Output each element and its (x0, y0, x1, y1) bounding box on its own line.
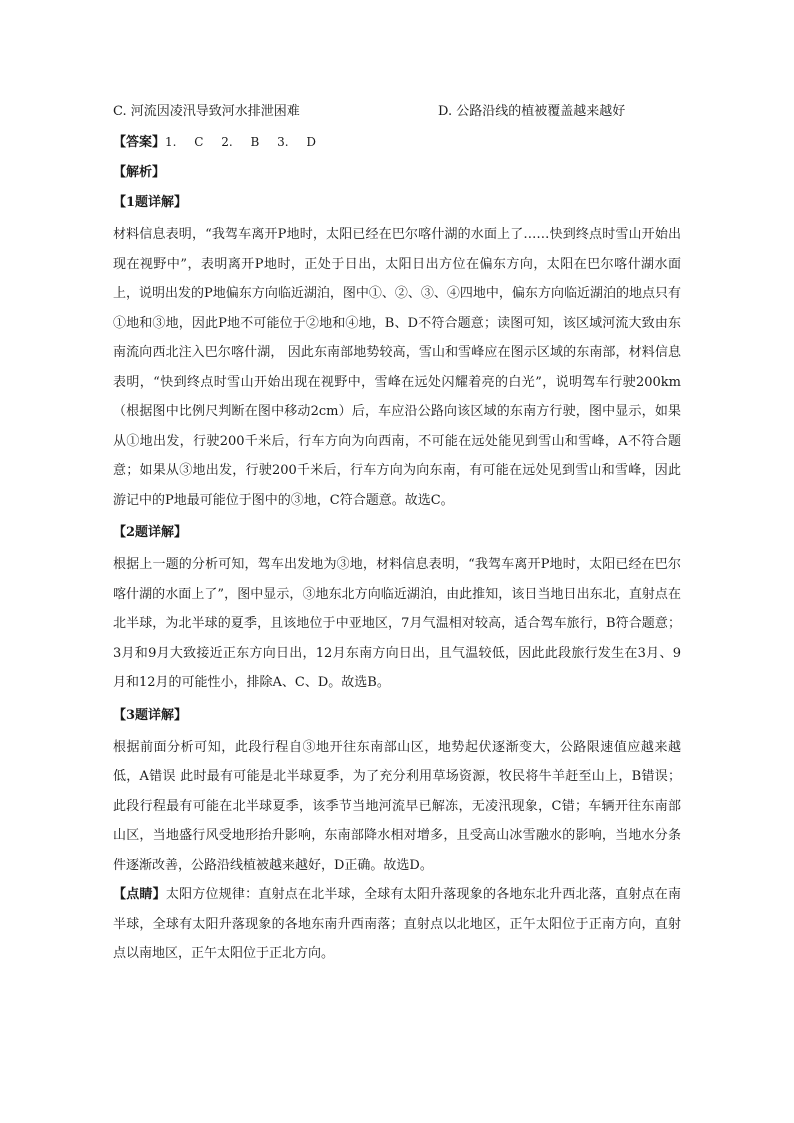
answer-explanation (113, 100, 681, 969)
answer-line (113, 130, 681, 155)
choice-options (113, 100, 681, 124)
option-d: D. 公路沿线的植被覆盖越来越好 (438, 104, 626, 119)
option-c: C. 河流因凌汛导致河水排泄困难 (113, 104, 300, 119)
q2-heading: 【2题详解】 (113, 525, 188, 540)
answer-values: 1. C 2. B 3. D (165, 135, 317, 149)
q1-explanation: 材料信息表明，“我驾车离开P地时，太阳已经在巴尔喀什湖的水面上了……快到终点时雪山开始出现在视野中”，表明离开P地时，正处于日出，太阳日出方位在偏东方向，太阳在巴尔喀什湖水面上，说明出发的P地偏东方向临近湖泊，图中①、②、③、④四地中，偏东方向临近湖泊的地点只有①地和③地，因此P地不可能位于②地和④地，B、D不符合题意；读图可知，该区域河流大致由东南流向西北注入巴尔喀什湖， 因此东南部地势较高，雪山和雪峰应在图示区域的东南部，材料信息表明，“快到终点时雪山开始出现在视野中，雪峰在远处闪耀着亮的白光”，说明驾车行驶200km（根据图中比例尺判断在图中移动2cm）后，车应沿公路向该区域的东南方行驶，图中显示，如果从①地出发，行驶200千米后，行车方向为向西南，不可能在远处能见到雪山和雪峰，A不符合题意；如果从③地出发，行驶200千米后，行车方向为向东南，有可能在远处见到雪山和雪峰，因此游记中的P地最可能位于图中的③地，C符合题意。故选C。 (113, 227, 681, 508)
q1-heading: 【1题详解】 (113, 195, 188, 210)
q3-heading: 【3题详解】 (113, 707, 188, 723)
q3-explanation: 根据前面分析可知，此段行程自③地开往东南部山区，地势起伏逐渐变大，公路限速值应越来越低，A错误 此时最有可能是北半球夏季，为了充分利用草场资源，牧民将牛羊赶至山上，B错误；此段行程最有可能在北半球夏季，该季节当地河流早已解冻，无凌汛现象，C错；车辆开往东南部山区，当地盛行风受地形抬升影响，东南部降水相对增多，且受高山冰雪融水的影响，当地水分条件逐渐改善，公路沿线植被越来越好，D正确。故选D。 (113, 739, 681, 873)
tip-label: 【点睛】 (113, 887, 166, 902)
tip-paragraph (113, 880, 681, 969)
tip-text: 太阳方位规律：直射点在北半球，全球有太阳升落现象的各地东北升西北落，直射点在南半球，全球有太阳升落现象的各地东南升西南落；直射点以北地区，正午太阳位于正南方向，直射点以南地区，正午太阳位于正北方向。 (113, 887, 681, 961)
analysis-label: 【解析】 (113, 165, 166, 180)
answer-label: 【答案】 (113, 135, 166, 150)
q2-explanation: 根据上一题的分析可知，驾车出发地为③地，材料信息表明，“我驾车离开P地时，太阳已经在巴尔喀什湖的水面上了”，图中显示，③地东北方向临近湖泊，由此推知，该日当地日出东北，直射点在北半球，为北半球的夏季，且该地位于中亚地区，7月气温相对较高，适合驾车旅行，B符合题意；3月和9月大致接近正东方向日出，12月东南方向日出，且气温较低，因此此段旅行发生在3月、9月和12月的可能性小，排除A、C、D。故选B。 (113, 557, 681, 690)
